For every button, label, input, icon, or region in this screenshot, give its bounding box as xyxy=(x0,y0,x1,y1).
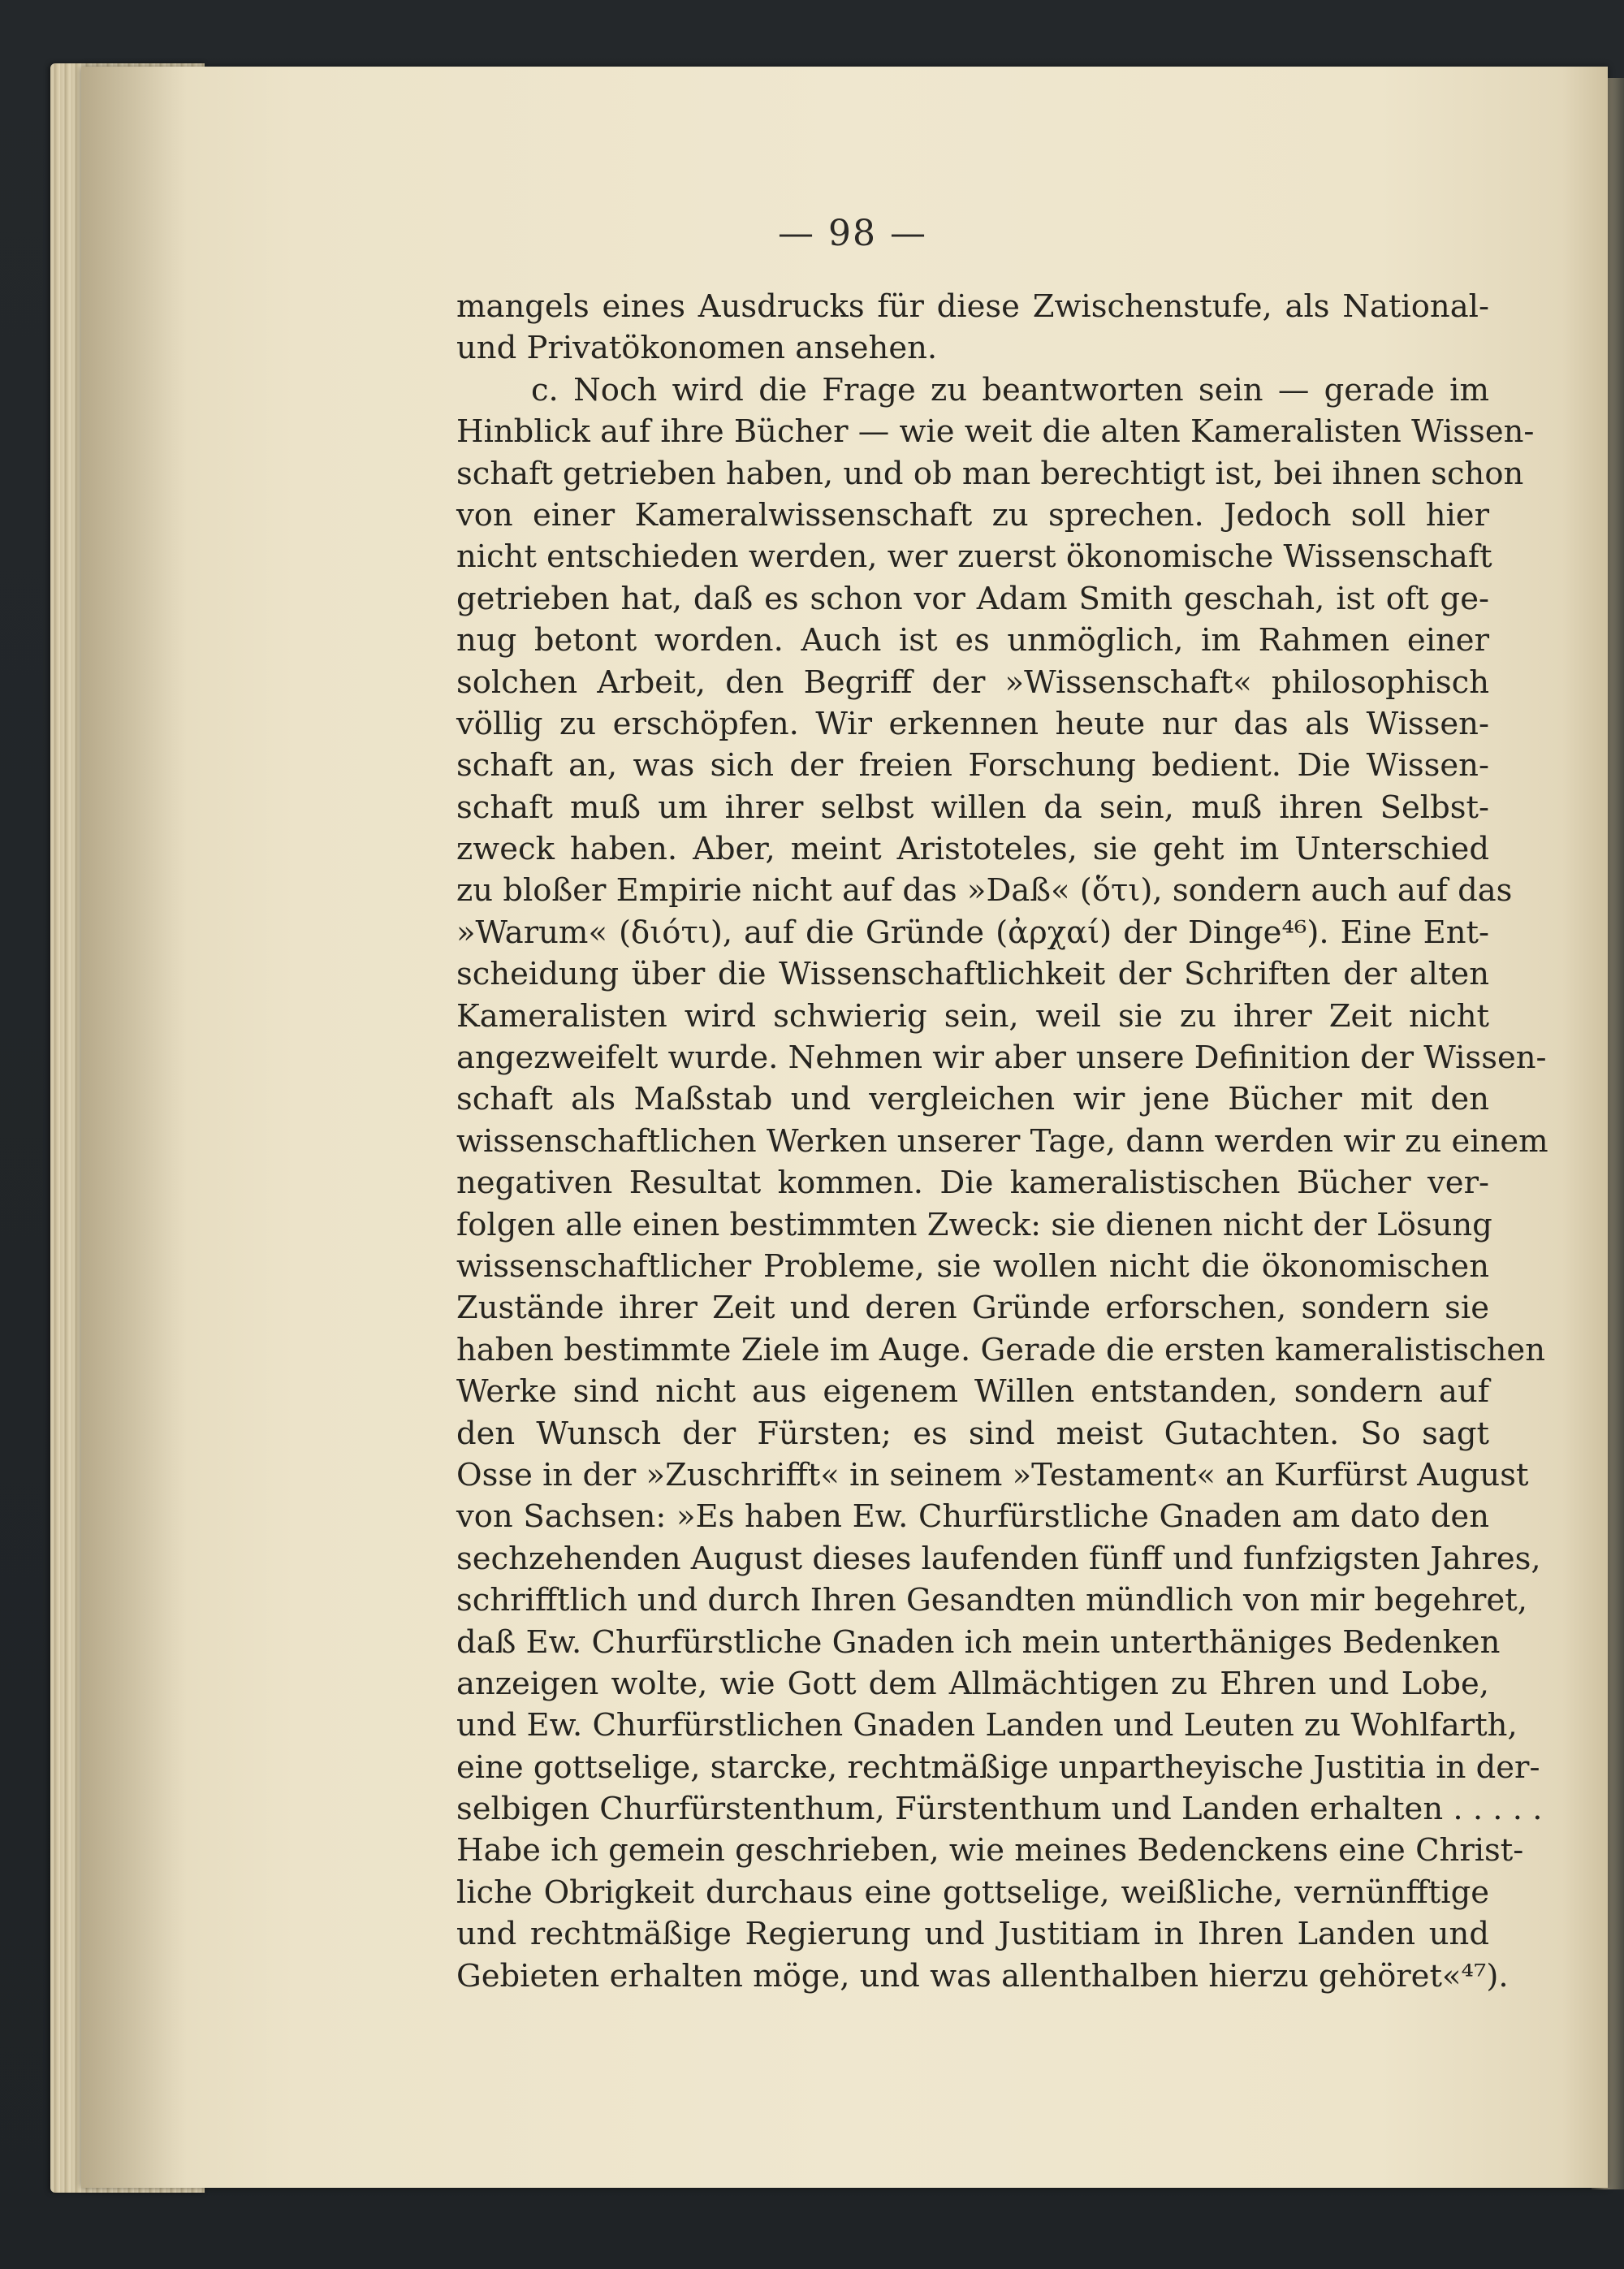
text-line: von einer Kameralwissenschaft zu sprechen. Jedoch soll hier xyxy=(456,496,1489,534)
gutter-shadow xyxy=(81,67,187,2188)
text-line: schrifftlich und durch Ihren Gesandten mündlich von mir begehret, xyxy=(456,1582,1527,1619)
text-line: eine gottselige, starcke, rechtmäßige unpartheyische Justitia in der- xyxy=(456,1748,1540,1786)
text-line: und Privatökonomen ansehen. xyxy=(456,330,938,367)
text-line: schaft muß um ihrer selbst willen da sein, muß ihren Selbst- xyxy=(456,789,1489,826)
text-line: angezweifelt wurde. Nehmen wir aber unsere Definition der Wissen- xyxy=(456,1039,1547,1077)
text-line: wissenschaftlicher Probleme, sie wollen nicht die ökonomischen xyxy=(456,1247,1489,1285)
text-line: zu bloßer Empirie nicht auf das »Daß« (ὅτι), sondern auch auf das xyxy=(456,872,1513,910)
text-line: solchen Arbeit, den Begriff der »Wissenschaft« philosophisch xyxy=(456,663,1489,701)
text-line: und rechtmäßige Regierung und Justitiam in Ihren Landen und xyxy=(456,1916,1489,1953)
text-line: von Sachsen: »Es haben Ew. Churfürstliche Gnaden am dato den xyxy=(456,1498,1489,1536)
text-line: negativen Resultat kommen. Die kameralistischen Bücher ver- xyxy=(456,1165,1489,1202)
text-line: scheidung über die Wissenschaftlichkeit der Schriften der alten xyxy=(456,956,1489,993)
text-line: sechzehenden August dieses laufenden fünff und funfzigsten Jahres, xyxy=(456,1540,1541,1577)
text-line: daß Ew. Churfürstliche Gnaden ich mein unterthäniges Bedenken xyxy=(456,1623,1501,1661)
text-line: schaft als Maßstab und vergleichen wir jene Bücher mit den xyxy=(456,1081,1489,1118)
text-line: anzeigen wolte, wie Gott dem Allmächtigen zu Ehren und Lobe, xyxy=(456,1665,1489,1702)
text-line: nug betont worden. Auch ist es unmöglich, im Rahmen einer xyxy=(456,622,1489,659)
body-text xyxy=(456,286,1548,1997)
text-line: völlig zu erschöpfen. Wir erkennen heute nur das als Wissen- xyxy=(456,705,1489,742)
text-line: zweck haben. Aber, meint Aristoteles, sie geht im Unterschied xyxy=(456,831,1489,868)
text-line: Hinblick auf ihre Bücher — wie weit die alten Kameralisten Wissen- xyxy=(456,413,1535,451)
text-line: selbigen Churfürstenthum, Fürstenthum und Landen erhalten . . . . . xyxy=(456,1791,1543,1828)
text-line: getrieben hat, daß es schon vor Adam Smith geschah, ist oft ge- xyxy=(456,580,1489,617)
text-line: »Warum« (διότι), auf die Gründe (ἀρχαί) der Dinge⁴⁶). Eine Ent- xyxy=(456,914,1489,951)
text-line: wissenschaftlichen Werken unserer Tage, dann werden wir zu einem xyxy=(456,1122,1548,1160)
text-line: nicht entschieden werden, wer zuerst ökonomische Wissenschaft xyxy=(456,538,1492,576)
text-line: haben bestimmte Ziele im Auge. Gerade die ersten kameralistischen xyxy=(456,1331,1546,1368)
text-line: Osse in der »Zuschrifft« in seinem »Testament« an Kurfürst August xyxy=(456,1456,1529,1493)
text-line: den Wunsch der Fürsten; es sind meist Gutachten. So sagt xyxy=(456,1415,1489,1452)
text-line: liche Obrigkeit durchaus eine gottselige, weißliche, vernünfftige xyxy=(456,1874,1489,1911)
text-line: Zustände ihrer Zeit und deren Gründe erforschen, sondern sie xyxy=(456,1290,1489,1327)
page-number: — 98 — xyxy=(778,213,927,254)
text-line: mangels eines Ausdrucks für diese Zwischenstufe, als National- xyxy=(456,288,1489,325)
text-line: Werke sind nicht aus eigenem Willen entstanden, sondern auf xyxy=(456,1373,1489,1411)
text-line: c. Noch wird die Frage zu beantworten sein — gerade im xyxy=(531,371,1489,408)
text-line: folgen alle einen bestimmten Zweck: sie dienen nicht der Lösung xyxy=(456,1206,1492,1243)
text-line: schaft getrieben haben, und ob man berechtigt ist, bei ihnen schon xyxy=(456,455,1524,492)
text-line: Kameralisten wird schwierig sein, weil sie zu ihrer Zeit nicht xyxy=(456,997,1489,1035)
text-line: Gebieten erhalten möge, und was allenthalben hierzu gehöret«⁴⁷). xyxy=(456,1957,1509,1995)
text-line: schaft an, was sich der freien Forschung bedient. Die Wissen- xyxy=(456,747,1489,784)
text-line: Habe ich gemein geschrieben, wie meines Bedenckens eine Christ- xyxy=(456,1832,1524,1869)
text-line: und Ew. Churfürstlichen Gnaden Landen und Leuten zu Wohlfarth, xyxy=(456,1707,1518,1744)
